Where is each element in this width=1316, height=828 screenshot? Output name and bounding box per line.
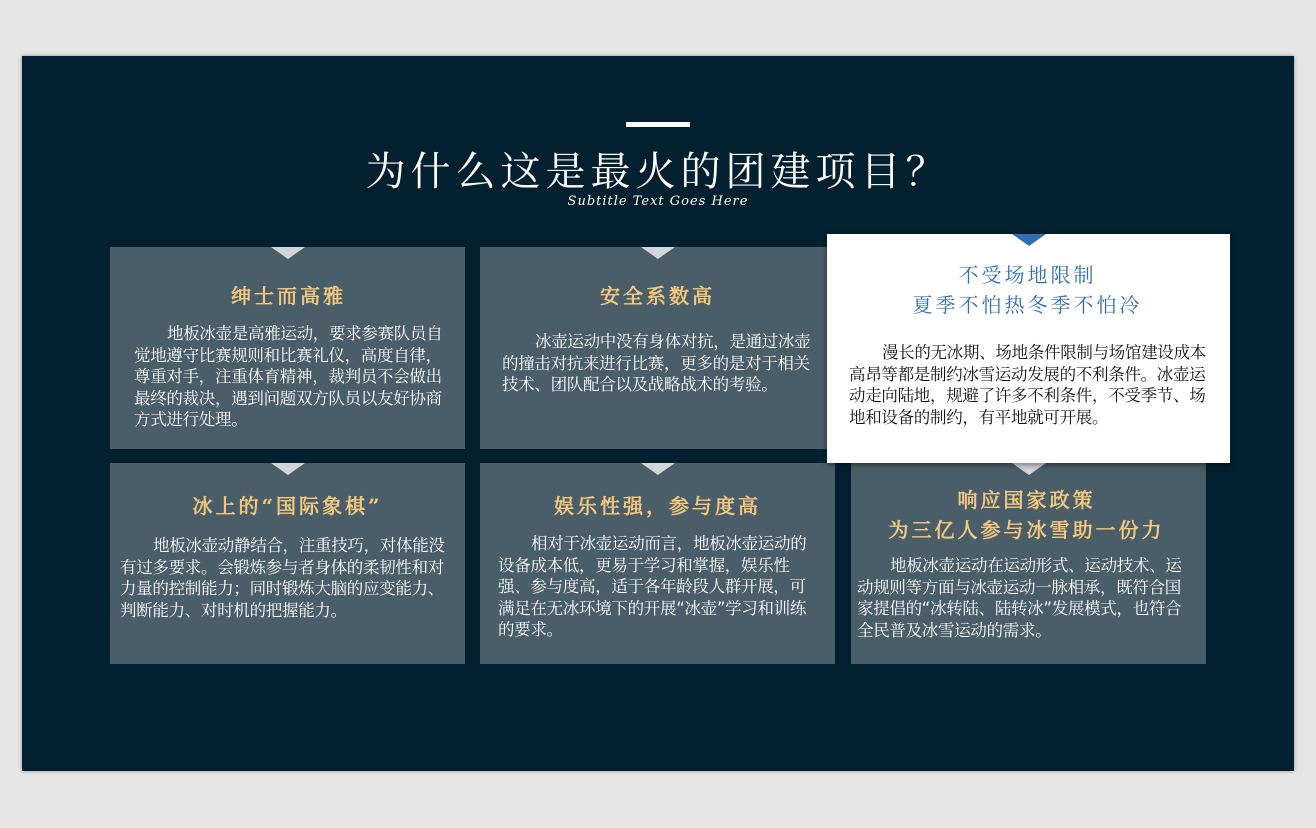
slide bbox=[22, 56, 1294, 771]
card-title: 绅士而高雅 bbox=[231, 284, 346, 308]
card-entertaining-participation[interactable] bbox=[480, 463, 835, 664]
card-notch-icon bbox=[1012, 463, 1046, 475]
card-title: 娱乐性强，参与度高 bbox=[554, 494, 761, 518]
title-accent-bar bbox=[626, 122, 690, 127]
card-notch-icon bbox=[1012, 234, 1046, 246]
card-national-policy[interactable] bbox=[851, 463, 1206, 664]
card-notch-icon bbox=[271, 463, 305, 475]
card-body: 地板冰壶运动在运动形式、运动技术、运动规则等方面与冰壶运动一脉相承，既符合国家提倡的“冰转陆、陆转冰”发展模式，也符合全民普及冰雪运动的需求。 bbox=[857, 556, 1182, 640]
card-body: 地板冰壶动静结合，注重技巧，对体能没有过多要求。会锻炼参与者身体的柔韧性和对力量的控制能力；同时锻炼大脑的应变能力、判断能力、对时机的把握能力。 bbox=[120, 536, 445, 620]
card-notch-icon bbox=[641, 463, 675, 475]
card-body: 冰壶运动中没有身体对抗，是通过冰壶的撞击对抗来进行比赛，更多的是对于相关技术、团队配合以及战略战术的考验。 bbox=[502, 332, 811, 394]
card-ice-chess[interactable] bbox=[110, 463, 465, 664]
card-high-safety[interactable] bbox=[480, 247, 835, 449]
card-title: 不受场地限制 夏季不怕热冬季不怕冷 bbox=[912, 263, 1143, 317]
card-body: 地板冰壶是高雅运动，要求参赛队员自觉地遵守比赛规则和比赛礼仪，高度自律，尊重对手，注重体育精神，裁判员不会做出最终的裁决，遇到问题双方队员以友好协商方式进行处理。 bbox=[134, 324, 443, 429]
slide-subtitle: Subtitle Text Goes Here bbox=[567, 194, 749, 209]
card-notch-icon bbox=[641, 247, 675, 259]
card-title: 冰上的“国际象棋” bbox=[192, 494, 383, 518]
card-gentleman-elegant[interactable] bbox=[110, 247, 465, 449]
card-title: 安全系数高 bbox=[600, 284, 715, 308]
card-body: 漫长的无冰期、场地条件限制与场馆建设成本高昂等都是制约冰雪运动发展的不利条件。冰壶运动走向陆地，规避了许多不利条件，不受季节、场地和设备的制约，有平地就可开展。 bbox=[849, 343, 1207, 427]
slide-title: 为什么这是最火的团建项目？ bbox=[365, 149, 951, 195]
card-body: 相对于冰壶运动而言，地板冰壶运动的设备成本低，更易于学习和掌握，娱乐性强、参与度高，适于各年龄段人群开展，可满足在无冰环境下的开展“冰壶”学习和训练的要求。 bbox=[498, 534, 807, 639]
card-title: 响应国家政策 为三亿人参与冰雪助一份力 bbox=[888, 488, 1165, 542]
card-no-venue-limit[interactable] bbox=[827, 234, 1230, 463]
card-notch-icon bbox=[271, 247, 305, 259]
